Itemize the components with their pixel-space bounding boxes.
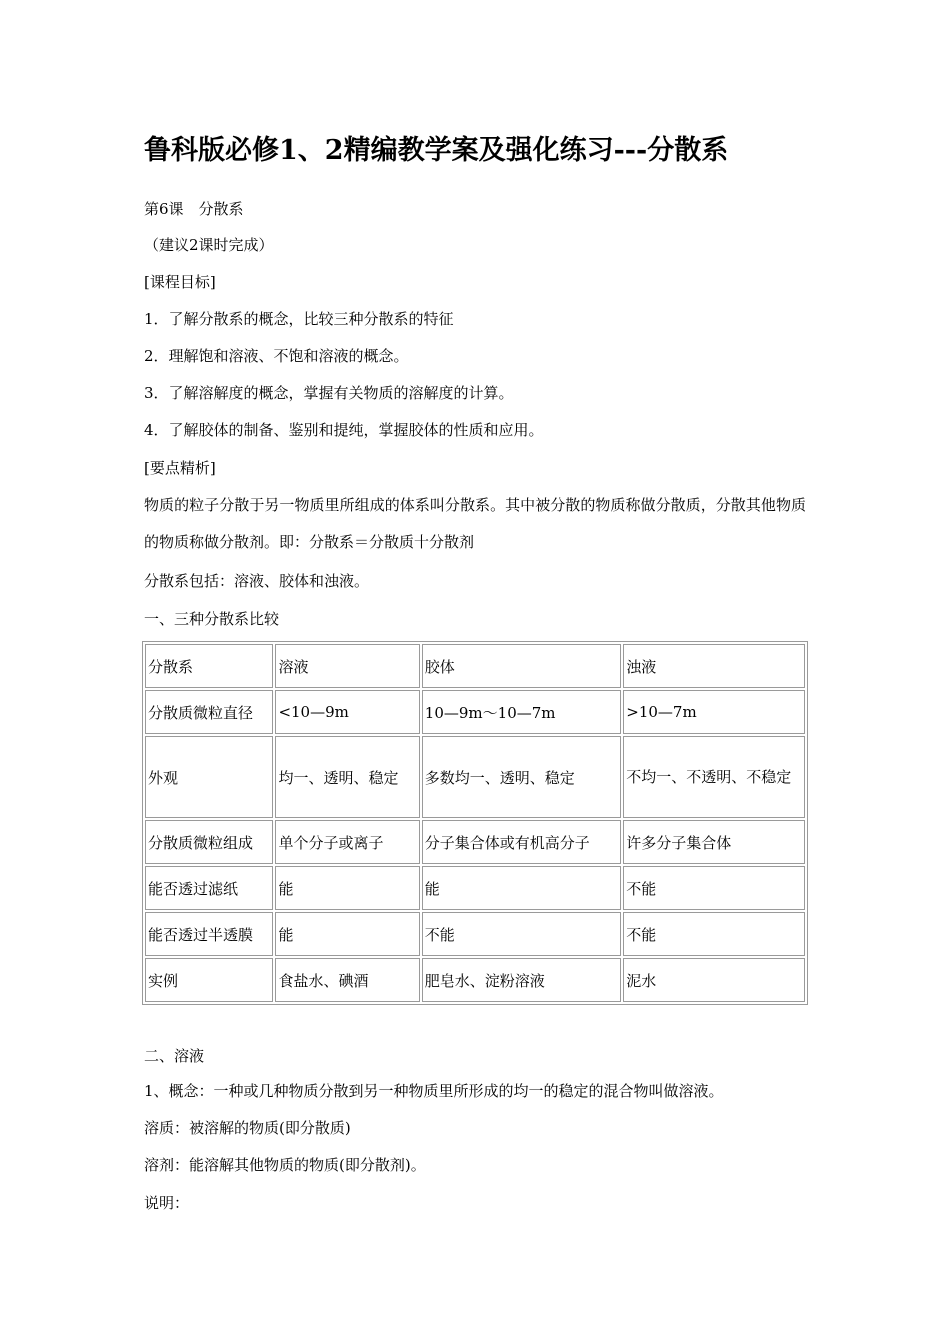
table-cell: 不能 bbox=[623, 912, 805, 956]
table-cell: 分散系 bbox=[145, 644, 273, 688]
table-cell: 肥皂水、淀粉溶液 bbox=[422, 958, 621, 1002]
table-cell: 不能 bbox=[623, 866, 805, 910]
includes-line: 分散系包括：溶液、胶体和浊液。 bbox=[144, 572, 370, 590]
suggestion-note: （建议2课时完成） bbox=[144, 236, 274, 254]
table-cell: 分散质微粒直径 bbox=[145, 690, 273, 734]
table-cell: 分子集合体或有机高分子 bbox=[422, 820, 621, 864]
section2-heading: 二、溶液 bbox=[144, 1047, 205, 1065]
table-row bbox=[145, 820, 805, 864]
goal-item: 2．理解饱和溶液、不饱和溶液的概念。 bbox=[144, 347, 409, 365]
table-row bbox=[145, 690, 805, 734]
table-cell: 能 bbox=[422, 866, 621, 910]
table-cell: 单个分子或离子 bbox=[275, 820, 419, 864]
table-cell: 不均一、不透明、不稳定 bbox=[623, 736, 805, 818]
table-row bbox=[145, 958, 805, 1002]
table-cell: 食盐水、碘酒 bbox=[275, 958, 419, 1002]
analysis-heading: [要点精析] bbox=[144, 459, 216, 477]
section1-heading: 一、三种分散系比较 bbox=[144, 610, 280, 628]
definition-paragraph: 物质的粒子分散于另一物质里所组成的体系叫分散系。其中被分散的物质称做分散质，分散其他物质的物质称做分散剂。即：分散系＝分散质十分散剂 bbox=[144, 496, 806, 551]
table-cell: 能否透过半透膜 bbox=[145, 912, 273, 956]
table-cell: 分散质微粒组成 bbox=[145, 820, 273, 864]
solute-line: 溶质：被溶解的物质(即分散质) bbox=[144, 1119, 351, 1137]
goal-item: 3．了解溶解度的概念，掌握有关物质的溶解度的计算。 bbox=[144, 384, 514, 402]
table-cell: 不能 bbox=[422, 912, 621, 956]
table-cell: 外观 bbox=[145, 736, 273, 818]
table-cell: 多数均一、透明、稳定 bbox=[422, 736, 621, 818]
goals-heading: [课程目标] bbox=[144, 273, 216, 291]
table-row bbox=[145, 866, 805, 910]
table-row bbox=[145, 736, 805, 818]
table-cell: 能否透过滤纸 bbox=[145, 866, 273, 910]
table-cell: 泥水 bbox=[623, 958, 805, 1002]
lesson-heading: 第6课 分散系 bbox=[144, 200, 244, 218]
table-cell: 实例 bbox=[145, 958, 273, 1002]
table-cell: 浊液 bbox=[623, 644, 805, 688]
concept-line: 1、概念：一种或几种物质分散到另一种物质里所形成的均一的稳定的混合物叫做溶液。 bbox=[144, 1082, 724, 1100]
table-row bbox=[145, 912, 805, 956]
table-cell: 胶体 bbox=[422, 644, 621, 688]
explanation-line: 说明： bbox=[144, 1194, 190, 1212]
comparison-table bbox=[142, 641, 808, 1005]
table-cell: 能 bbox=[275, 866, 419, 910]
table-cell: 溶液 bbox=[275, 644, 419, 688]
table-cell: 能 bbox=[275, 912, 419, 956]
document-title: 鲁科版必修1、2精编教学案及强化练习---分散系 bbox=[144, 135, 729, 166]
solvent-line: 溶剂：能溶解其他物质的物质(即分散剂)。 bbox=[144, 1156, 426, 1174]
table-cell: 均一、透明、稳定 bbox=[275, 736, 419, 818]
table-cell: 10—9m～10—7m bbox=[422, 690, 621, 734]
table-header-row bbox=[145, 644, 805, 688]
table-cell: 许多分子集合体 bbox=[623, 820, 805, 864]
table-cell: <10—9m bbox=[275, 690, 419, 734]
goal-item: 4．了解胶体的制备、鉴别和提纯，掌握胶体的性质和应用。 bbox=[144, 421, 544, 439]
goal-item: 1．了解分散系的概念，比较三种分散系的特征 bbox=[144, 310, 454, 328]
table-cell: >10—7m bbox=[623, 690, 805, 734]
